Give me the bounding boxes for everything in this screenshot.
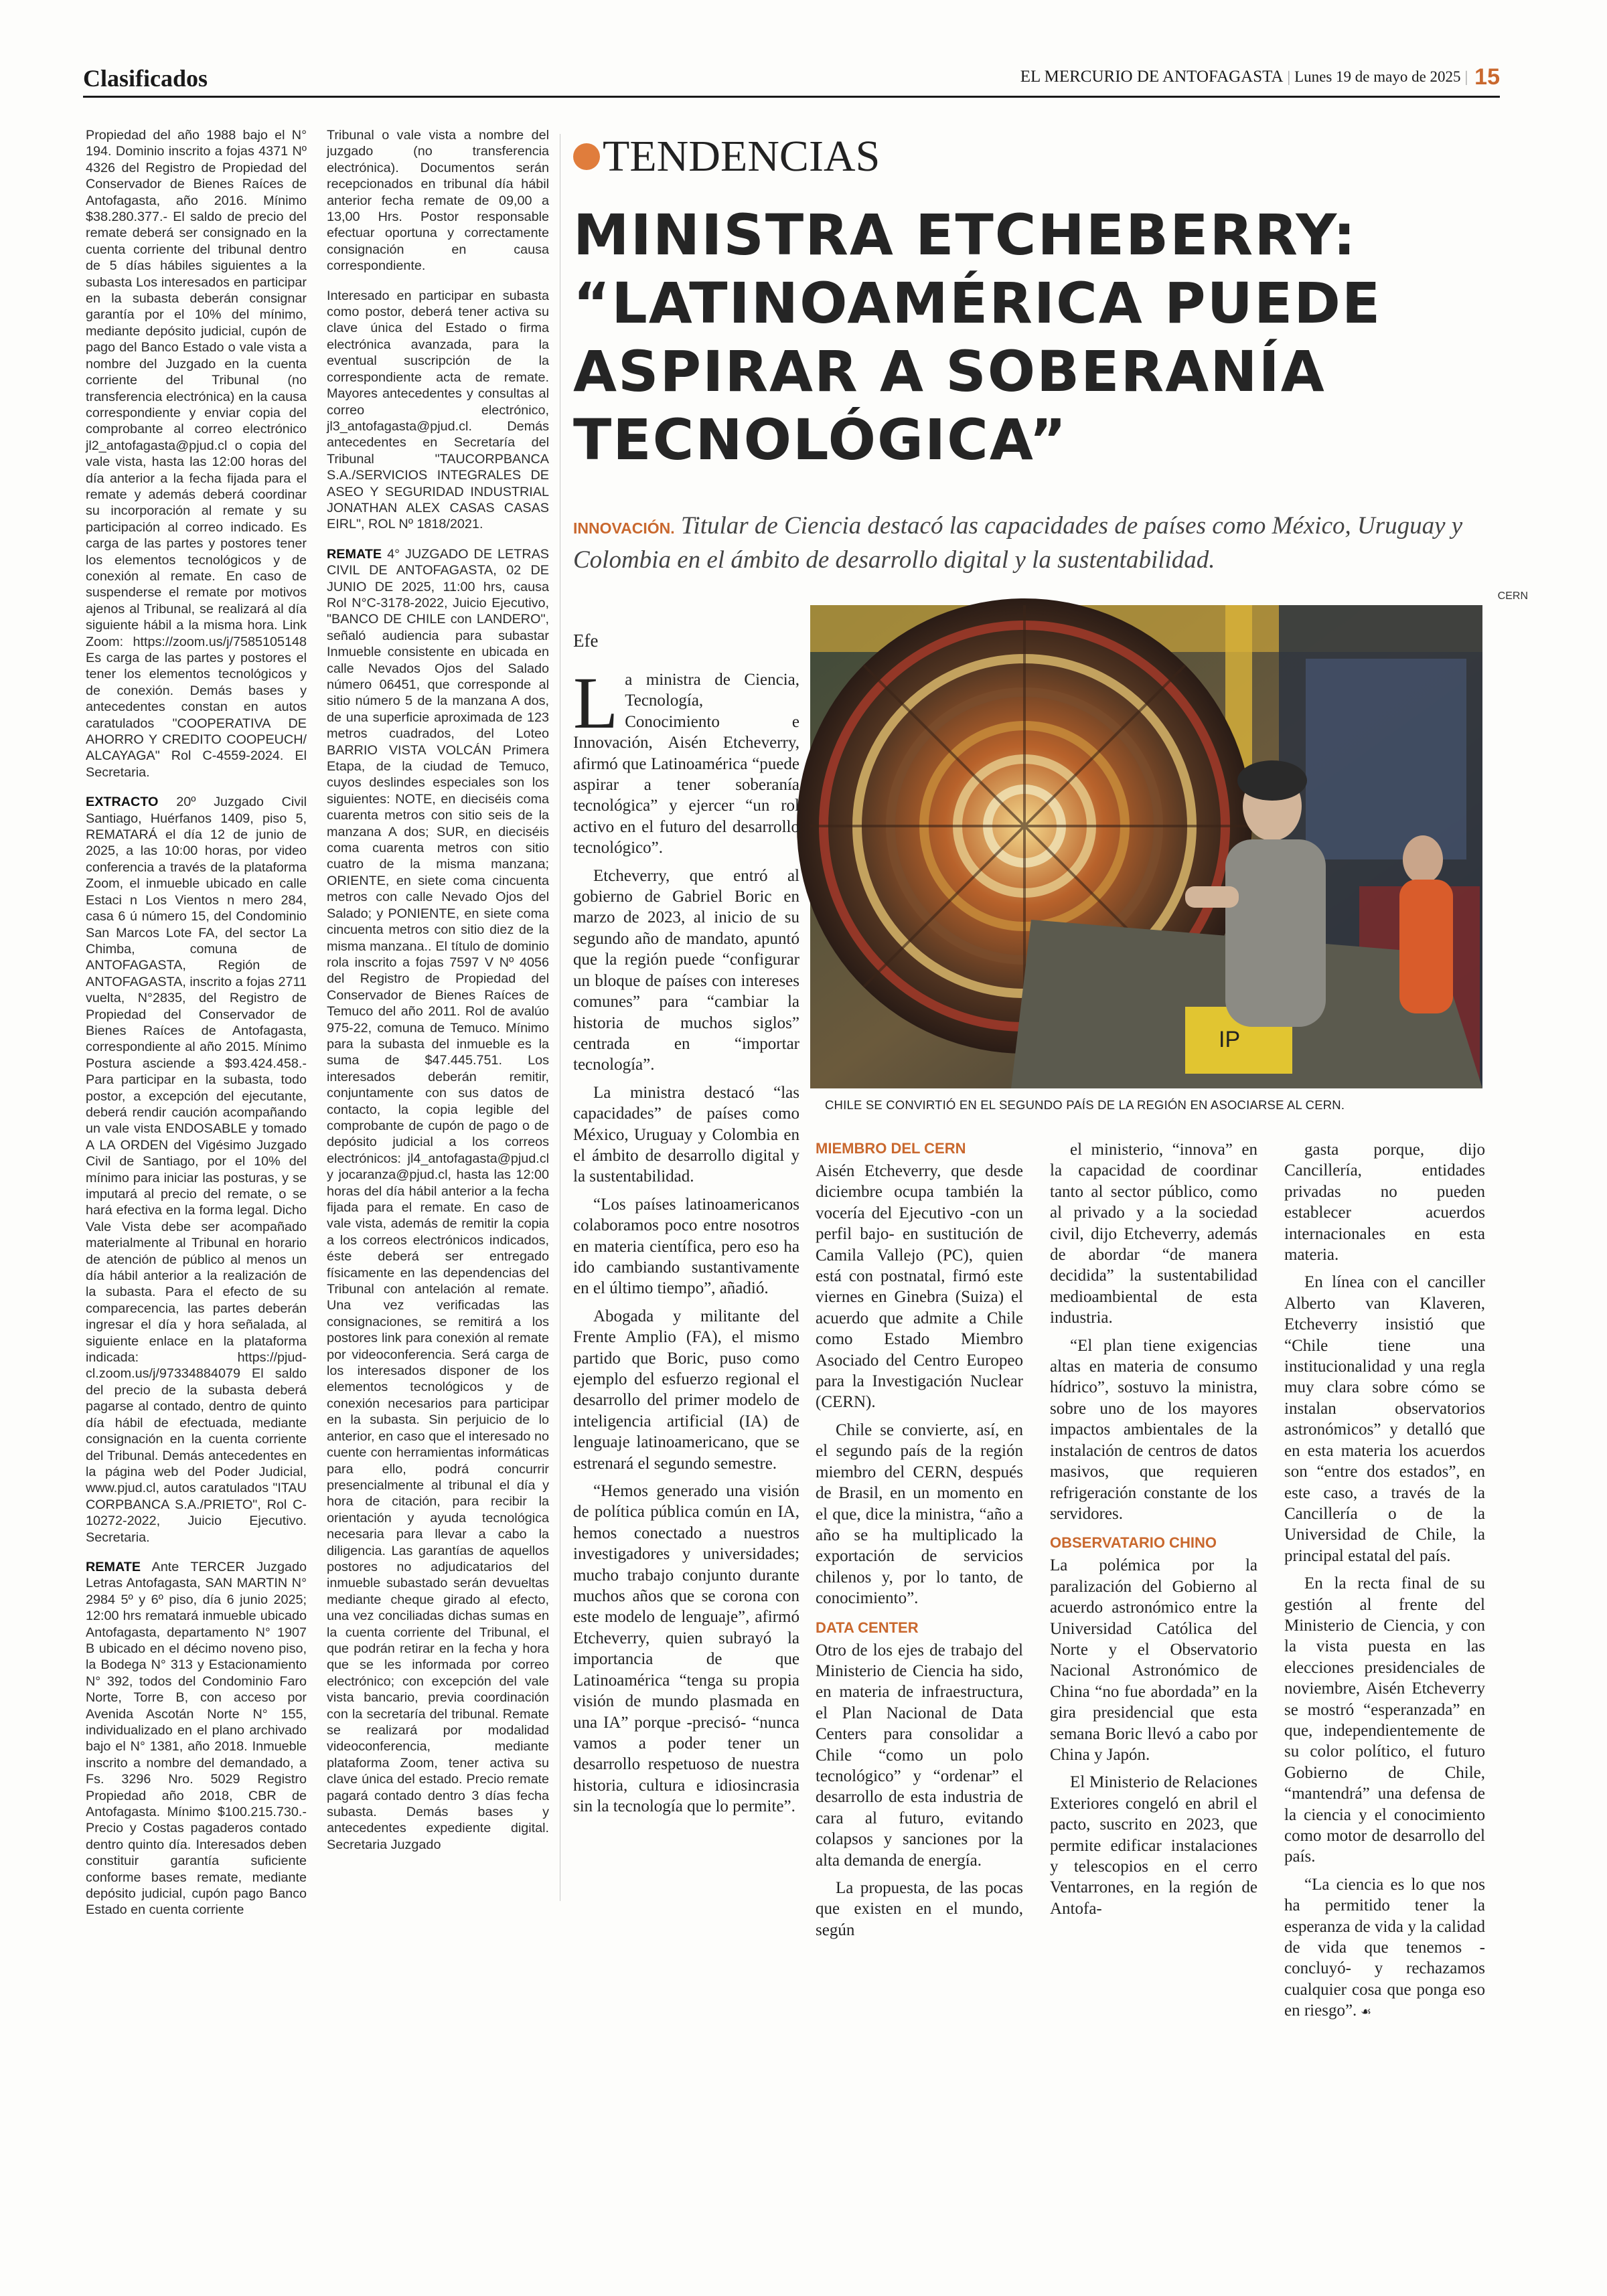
subhead-text: DATA CENTER bbox=[816, 1619, 919, 1636]
paragraph-text: Otro de los ejes de trabajo del Ministerio de Ciencia ha sido, en materia de infraestructura, el Plan Nacional de Data Centers para consolidar a Chile “como un polo tecnológico” y “ordenar” el desarrollo de esta industria de cara al futuro, evitando colapsos y sanciones por la alta demanda de energía. bbox=[816, 1641, 1023, 1870]
article-paragraph bbox=[1284, 1573, 1485, 1868]
masthead-info: EL MERCURIO DE ANTOFAGASTA | Lunes 19 de mayo de 2025 | 15 bbox=[1020, 64, 1500, 90]
paragraph-text: La propuesta, de las pocas que existen en el mundo, según bbox=[816, 1879, 1023, 1939]
article-paragraph bbox=[1284, 1272, 1485, 1566]
article-paragraph bbox=[573, 1082, 799, 1187]
paragraph-text: Etcheverry, que entró al gobierno de Gabriel Boric en marzo de 2023, al inicio de su segundo año de mandato, apuntó que la región puede “configurar un bloque de países con intereses comunes” para “cambiar la historia de muchos siglos” centrada en “importar tecnología”. bbox=[573, 866, 799, 1074]
paragraph-text: La polémica por la paralización del Gobierno al acuerdo astronómico entre la Universidad Católica del Norte y el Observatorio Nacional Astronómico de China “no fue abordada” en la gira presidencial que esta semana Boric llevó a cabo por China y Japón. bbox=[1050, 1556, 1257, 1764]
classified-ad bbox=[327, 127, 549, 274]
classified-ad-text: 20º Juzgado Civil Santiago, Huérfanos 1409, piso 5, REMATARÁ el día 12 de junio de 2025, a las 10:00 horas, por video conferencia a través de la plataforma Zoom, el inmueble ubicado en calle Estaci n Los Vientos n mero 284, casa 6 ú número 15, del Condominio San Marcos Lote FA, del sector La Chimba, comuna de ANTOFAGASTA, Región de ANTOFAGASTA, inscrito a fojas 2711 vuelta, N°2835, del Registro de Propiedad del Conservador de Bienes Raíces de Antofagasta, correspondiente al año 2015. Mínimo Postura asciende a $93.424.458.- Para participar en la subasta, todo postor, a excepción del ejecutante, deberá rendir caución acompañando un vale vista ENDOSABLE y tomado A LA ORDEN del Vigésimo Juzgado Civil de Santiago, por el 10% del mínimo para iniciar las posturas, y se imputará al precio del remate, o se hará efectiva en la forma legal. Dicho Vale Vista debe ser acompañado materialmente al Tribunal en horario de atención de público al menos un día hábil anterior a la realización de la subasta. Para el efecto de su comparecencia, las partes deberán ingresar el día y hora señalada, al siguiente enlace en la plataforma indicada: https://pjud-cl.zoom.us/j/97334884079 El saldo del precio de la subasta deberá pagarse al contado, dentro de quinto día hábil de efectuada, mediante consignación en la cuenta corriente del Tribunal. Demás antecedentes en la página web del Poder Judicial, www.pjud.cl, autos caratulados "ITAU CORPBANCA S.A./PRIETO", Rol C-10272-2022, Juicio Ejecutivo. Secretaria. bbox=[86, 795, 307, 1545]
svg-text:IP: IP bbox=[1219, 1027, 1241, 1052]
classified-ad-text: Tribunal o vale vista a nombre del juzgado (no transferencia electrónica). Documentos serán recepcionados en tribunal día hábil anterior fecha remate de 09,00 a 13,00 Hrs. Postor responsable efectuar oportuna y correctamente consignación en causa correspondiente. bbox=[327, 128, 549, 274]
page-number: 15 bbox=[1474, 64, 1500, 90]
paragraph-text: “Los países latinoamericanos colaboramos poco entre nosotros en materia científica, pero eso ha ido cambiando sustantivamente en el último tiempo”, añadió. bbox=[573, 1195, 799, 1298]
article-paragraph bbox=[1284, 1874, 1485, 2023]
paragraph-text: En línea con el canciller Alberto van Klaveren, Etcheverry insistió que “Chile tiene una institucionalidad y una regla muy clara sobre cómo se instalan observatorios astronómicos” y detalló que en esta materia los acuerdos son “entre dos estados”, en este caso, a través de la Cancillería o de la Universidad de Chile, la principal estatal del país. bbox=[1284, 1273, 1485, 1565]
article-column-2 bbox=[816, 1139, 1023, 1939]
lede-text: Titular de Ciencia destacó las capacidades de países como México, Uruguay y Colombia en el ámbito de desarrollo digital y la sustentabilidad. bbox=[573, 512, 1463, 574]
end-mark-icon: ☙ bbox=[1357, 2005, 1372, 2020]
lede-tag: INNOVACIÓN. bbox=[573, 519, 675, 537]
article-paragraph bbox=[816, 1161, 1023, 1413]
classified-ad-lead: REMATE bbox=[327, 546, 382, 562]
article-photo bbox=[810, 605, 1482, 1088]
page-header bbox=[83, 64, 1500, 98]
classified-ad bbox=[86, 794, 307, 1546]
article-paragraph bbox=[573, 1481, 799, 1817]
cern-detector-photo bbox=[810, 605, 1482, 1088]
article-paragraph bbox=[816, 1878, 1023, 1941]
article-paragraph bbox=[573, 662, 799, 859]
section-name: Clasificados bbox=[83, 65, 208, 92]
article-subhead bbox=[816, 1619, 1023, 1637]
article-paragraph bbox=[816, 1420, 1023, 1609]
article-paragraph bbox=[1284, 1139, 1485, 1265]
article-paragraph bbox=[573, 1306, 799, 1474]
article-column-3 bbox=[1050, 1139, 1257, 1916]
paragraph-text: a ministra de Ciencia, Tecnología, Conocimiento e Innovación, Aisén Etcheverry, afirmó que Latinoamérica “puede aspirar a tener soberanía tecnológica” y ejercer “un rol activo en el futuro del desarrollo tecnológico”. bbox=[573, 671, 799, 857]
paragraph-text: Chile se convierte, así, en el segundo país de la región miembro del CERN, después de Brasil, en un momento en el que, dice la ministra, “año a año se ha multiplicado la exportación de servicios chilenos y, por lo tanto, de conocimiento”. bbox=[816, 1420, 1023, 1608]
classified-ad-text: 4° JUZGADO DE LETRAS CIVIL DE ANTOFAGASTA, 02 DE JUNIO DE 2025, 11:00 hrs, causa Rol N°C-3178-2022, Juicio Ejecutivo, "BANCO DE CHILE con LANDERO", señaló audiencia para subastar Inmueble consistente en ubicada en calle Nevados Ojos del Salado número 06451, que corresponde al sitio número 5 de la manzana A dos, de una superficie aproximada de 123 metros cuadrados, del Loteo BARRIO VISTA VOLCÁN Primera Etapa, de la ciudad de Temuco, cuyos deslindes especiales son los siguientes: NOTE, en dieciséis coma cuarenta metros con sitio seis de la manzana A dos; SUR, en dieciséis coma cuarenta metros con sitio cuatro de la misma manzana; ORIENTE, en siete coma cincuenta metros con calle Nevado Ojos del Salado; y PONIENTE, en siete coma cincuenta metros con sitio diez de la misma manzana.. El título de dominio rola inscrito a fojas 7597 V Nº 4056 del Registro de Propiedad del Conservador de Bienes Raíces de Temuco del año 2011. Rol de avalúo 975-22, comuna de Temuco. Mínimo para la subasta del inmueble es la suma de $47.445.751. Los interesados deberán remitir, conjuntamente con sus datos de contacto, la copia legible del comprobante de cupón de pago o de depósito judicial a los correos electrónicos: jl4_antofagasta@pjud.cl y jocaranza@pjud.cl, hasta las 12:00 horas del día hábil anterior a la fecha fijada para el remate. En caso de vale vista, además de remitir la copia a los correos electrónicos indicados, éste deberá ser entregado físicamente en las dependencias del Tribunal con antelación al remate. Una vez verificadas las consignaciones, se remitirá a los postores link para conexión al remate por videoconferencia. Será carga de los interesados disponer de los elementos tecnológicos y de conexión necesarios para participar en la subasta. Sin perjuicio de lo anterior, en caso que el interesado no cuente con herramientas informáticas para ello, podrá concurrir presencialmente al tribunal el día y hora de citación, para recibir la orientación y ayuda tecnológica necesaria para llevar a cabo la diligencia. Las garantías de aquellos postores no adjudicatarios del inmueble subastado serán devueltas mediante cheque girado al efecto, una vez conciliadas dichas sumas en la cuenta corriente del Tribunal, el que podrán retirar en la fecha y hora que se les informada por correo electrónico; con excepción del vale vista bancario, previa coordinación con la secretaría del tribunal. Remate se realizará por modalidad videoconferencia, mediante plataforma Zoom, tener activa su clave única del estado. Precio remate pagará contado dentro 3 días fecha subasta. Demás bases y antecedentes expediente digital. Secretaria Juzgado bbox=[327, 546, 550, 1852]
photo-credit: CERN bbox=[1497, 590, 1528, 602]
article-paragraph bbox=[573, 866, 799, 1076]
classifieds-column-2 bbox=[327, 127, 549, 1901]
article-paragraph bbox=[1050, 1335, 1257, 1525]
kicker-dot-icon bbox=[573, 143, 600, 170]
paragraph-text: Abogada y militante del Frente Amplio (FA), el mismo partido que Boric, puso como ejemplo del esfuerzo regional el desarrollo del primer modelo de inteligencia artificial (IA) de lenguaje latinoamericano, que se estrenará el segundo semestre. bbox=[573, 1307, 799, 1473]
kicker-label: TENDENCIAS bbox=[603, 132, 881, 181]
subhead-text: OBSERVATARIO CHINO bbox=[1050, 1534, 1217, 1552]
classified-ad bbox=[327, 288, 549, 533]
classified-ad bbox=[327, 546, 549, 1854]
paragraph-text: La ministra destacó “las capacidades” de países como México, Uruguay y Colombia en el ámbito de desarrollo digital y la sustentabilidad. bbox=[573, 1083, 799, 1186]
newspaper-name: EL MERCURIO DE ANTOFAGASTA bbox=[1020, 68, 1284, 86]
drop-cap: L bbox=[573, 662, 619, 744]
classified-ad-text: Propiedad del año 1988 bajo el N° 194. Dominio inscrito a fojas 4371 Nº 4326 del Registro de Propiedad del Conservador de Bienes Raíces de Antofagasta, año 2016. Mínimo $38.280.377.- El saldo de precio del remate deberá ser consignado en la cuenta corriente del tribunal dentro de 5 días hábiles siguientes a la subasta Los interesados en participar en la subasta deberán consignar garantía por el 10% del mínimo, mediante depósito judicial, cupón de pago del Banco Estado o vale vista a nombre del Juzgado en la cuenta corriente del Tribunal (no transferencia electrónica) en la causa correspondiente y enviar copia del comprobante al correo electrónico jl2_antofagasta@pjud.cl o copia del vale vista, hasta las 12:00 horas del día anterior a la fecha fijada para el remate y además deberá coordinar su incorporación al remate y su participación al correo indicado. Es carga de las partes y postores tener los elementos tecnológicos y de conexión al remate. En caso de suspenderse el remate por motivos ajenos al Tribunal, se realizará al día siguiente hábil a la misma hora. Link Zoom: https://zoom.us/j/7585105148 Es carga de las partes y postores el tener los elementos tecnológicos y de conexión. Demás bases y antecedentes constan en autos caratulados "COOPERATIVA DE AHORRO Y CREDITO COOPEUCH/ ALCAYAGA" Rol C-4559-2024. El Secretaria. bbox=[86, 128, 307, 780]
paragraph-text: El Ministerio de Relaciones Exteriores congeló en abril el pacto, suscrito en 2023, que permite edificar instalaciones y telescopios en el cerro Ventarrones, en la región de Antofa- bbox=[1050, 1773, 1257, 1918]
paragraph-text: Aisén Etcheverry, que desde diciembre ocupa también la vocería del Ejecutivo -con un perfil bajo- en sustitución de Camila Vallejo (PC), quien está con postnatal, firmó este viernes en Ginebra (Suiza) el acuerdo que admite a Chile como Estado Miembro Asociado del Centro Europeo para la Investigación Nuclear (CERN). bbox=[816, 1162, 1023, 1412]
paragraph-text: En la recta final de su gestión al frente del Ministerio de Ciencia, y con la vista puesta en las elecciones presidenciales de noviembre, Aisén Etcheverry se mostró “esperanzada” en que, independientemente de su color político, el futuro Gobierno de Chile, “mantendrá” una defensa de la ciencia y el conocimiento como motor de desarrollo del país. bbox=[1284, 1574, 1485, 1866]
classified-ad-lead: REMATE bbox=[86, 1559, 141, 1574]
classified-ad-text: Interesado en participar en subasta como postor, deberá tener activa su clave única del Estado o firma electrónica avanzada, para la eventual suscripción de la correspondiente acta de remate. Mayores antecedentes y consultas al correo electrónico, jl3_antofagasta@pjud.cl. Demás antecedentes en Secretaría del Tribunal "TAUCORPBANCA S.A./SERVICIOS INTEGRALES DE ASEO Y SEGURIDAD INDUSTRIAL JONATHAN ALEX CASAS CASAS EIRL", ROL Nº 1818/2021. bbox=[327, 288, 549, 532]
paragraph-text: “La ciencia es lo que nos ha permitido tener la esperanza de vida y la calidad de vida que tenemos -concluyó- y rechazamos cualquier cosa que ponga eso en riesgo”. bbox=[1284, 1875, 1485, 2020]
article-column-4 bbox=[1284, 1139, 1485, 2020]
article-paragraph bbox=[573, 1194, 799, 1299]
article-paragraph bbox=[1050, 1772, 1257, 1919]
paragraph-text: “El plan tiene exigencias altas en materia de consumo hídrico”, sostuvo la ministra, sobre uno de los mayores impactos ambientales de la instalación de centros de datos masivos, que requieren refrigeración constante de los servidores. bbox=[1050, 1336, 1257, 1523]
classified-ad-text: Ante TERCER Juzgado Letras Antofagasta, SAN MARTIN N° 2984 5º y 6º piso, día 6 junio 2025; 12:00 hrs rematará inmueble ubicado Antofagasta, departamento N° 1907 B ubicado en el décimo noveno piso, la Bodega N° 313 y Estacionamiento N° 392, todos del Condominio Faro Norte, Torre B, con acceso por Avenida Ascotán Norte N° 155, individualizado en el plano archivado bajo el N° 1381, año 2018. Inmueble inscrito a nombre del demandado, a Fs. 3296 Nro. 5029 Registro Propiedad año 2018, CBR de Antofagasta. Mínimo $100.215.730.- Precio y Costas pagaderos contado dentro quinto día. Interesados deben constituir garantía suficiente conforme bases remate, mediante depósito judicial, cupón pago Banco Estado en cuenta corriente bbox=[86, 1559, 307, 1918]
section-kicker bbox=[573, 130, 880, 183]
classified-ad bbox=[86, 1559, 307, 1918]
byline: Efe bbox=[573, 631, 599, 651]
paragraph-text: el ministerio, “innova” en la capacidad de coordinar tanto al sector público, como al privado y a la sociedad civil, dijo Etcheverry, además de abordar “de manera decidida” la sustentabilidad medioambiental de esta industria. bbox=[1050, 1141, 1257, 1327]
classifieds-column-1 bbox=[86, 127, 307, 1918]
classified-ad bbox=[86, 127, 307, 781]
classified-ad-lead: EXTRACTO bbox=[86, 795, 159, 810]
article-subhead bbox=[816, 1139, 1023, 1158]
issue-date: Lunes 19 de mayo de 2025 bbox=[1294, 68, 1461, 85]
photo-caption: CHILE SE CONVIRTIÓ EN EL SEGUNDO PAÍS DE LA REGIÓN EN ASOCIARSE AL CERN. bbox=[825, 1098, 1345, 1112]
article-paragraph bbox=[1050, 1139, 1257, 1329]
article-paragraph bbox=[1050, 1555, 1257, 1765]
article-paragraph bbox=[816, 1640, 1023, 1871]
article-subhead bbox=[1050, 1534, 1257, 1552]
subhead-text: MIEMBRO DEL CERN bbox=[816, 1140, 966, 1157]
article-headline: MINISTRA ETCHEBERRY: “LATINOAMÉRICA PUEDE ASPIRAR A SOBERANÍA TECNOLÓGICA” bbox=[573, 202, 1382, 473]
paragraph-text: “Hemos generado una visión de política pública común en IA, hemos conectado a nuestros investigadores y universidades; mucho trabajo conjunto durante muchos años que se corona con este modelo de lenguaje”, afirmó Etcheverry, quien subrayó la importancia de que Latinoamérica “tenga su propia visión de mundo plasmada en una IA” porque -precisó- “nunca vamos a poder tener un desarrollo respetuoso de nuestra historia, cultura e idiosincrasia sin la tecnología que lo permite”. bbox=[573, 1482, 799, 1816]
article-column-1 bbox=[573, 662, 799, 1914]
article-lede bbox=[573, 510, 1470, 576]
paragraph-text: gasta porque, dijo Cancillería, entidades privadas no pueden establecer acuerdos internacionales en esta materia. bbox=[1284, 1141, 1485, 1264]
